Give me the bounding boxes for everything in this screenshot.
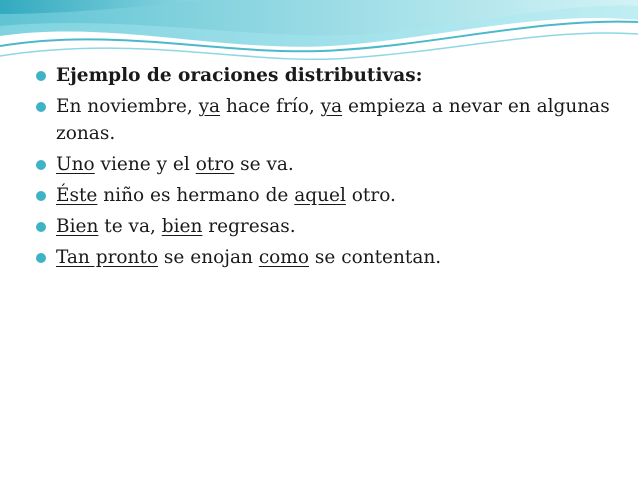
text-segment: viene y el (94, 154, 196, 175)
bullet-icon (36, 71, 46, 81)
underlined-word: Bien (56, 216, 99, 237)
bullet-icon (36, 191, 46, 201)
bullet-list (34, 62, 624, 275)
underlined-word: Éste (56, 185, 98, 206)
list-item (34, 244, 624, 271)
underlined-word: Uno (56, 154, 95, 175)
underlined-word: Tan pronto (56, 247, 159, 268)
bullet-icon (36, 222, 46, 232)
underlined-word: ya (198, 96, 221, 117)
text-segment: te va, (98, 216, 162, 237)
list-item (34, 151, 624, 178)
text-segment: otro. (345, 185, 396, 206)
bullet-icon (36, 160, 46, 170)
text-segment: se contentan. (309, 247, 442, 268)
list-item (34, 182, 624, 209)
text-segment: regresas. (202, 216, 296, 237)
list-heading (34, 62, 624, 89)
text-segment: En noviembre, (56, 96, 199, 117)
list-item (34, 213, 624, 240)
text-segment: Ejemplo de oraciones distributivas: (56, 65, 423, 86)
underlined-word: aquel (294, 185, 346, 206)
bullet-icon (36, 253, 46, 263)
underlined-word: bien (161, 216, 203, 237)
underlined-word: ya (320, 96, 343, 117)
text-segment: niño es hermano de (97, 185, 295, 206)
bullet-icon (36, 102, 46, 112)
underlined-word: otro (195, 154, 235, 175)
text-segment: se enojan (158, 247, 259, 268)
text-segment: se va. (234, 154, 294, 175)
underlined-word: como (258, 247, 309, 268)
text-segment: hace frío, (220, 96, 321, 117)
text-segment: empieza a nevar en algunas zonas. (56, 96, 610, 144)
list-item (34, 93, 624, 147)
